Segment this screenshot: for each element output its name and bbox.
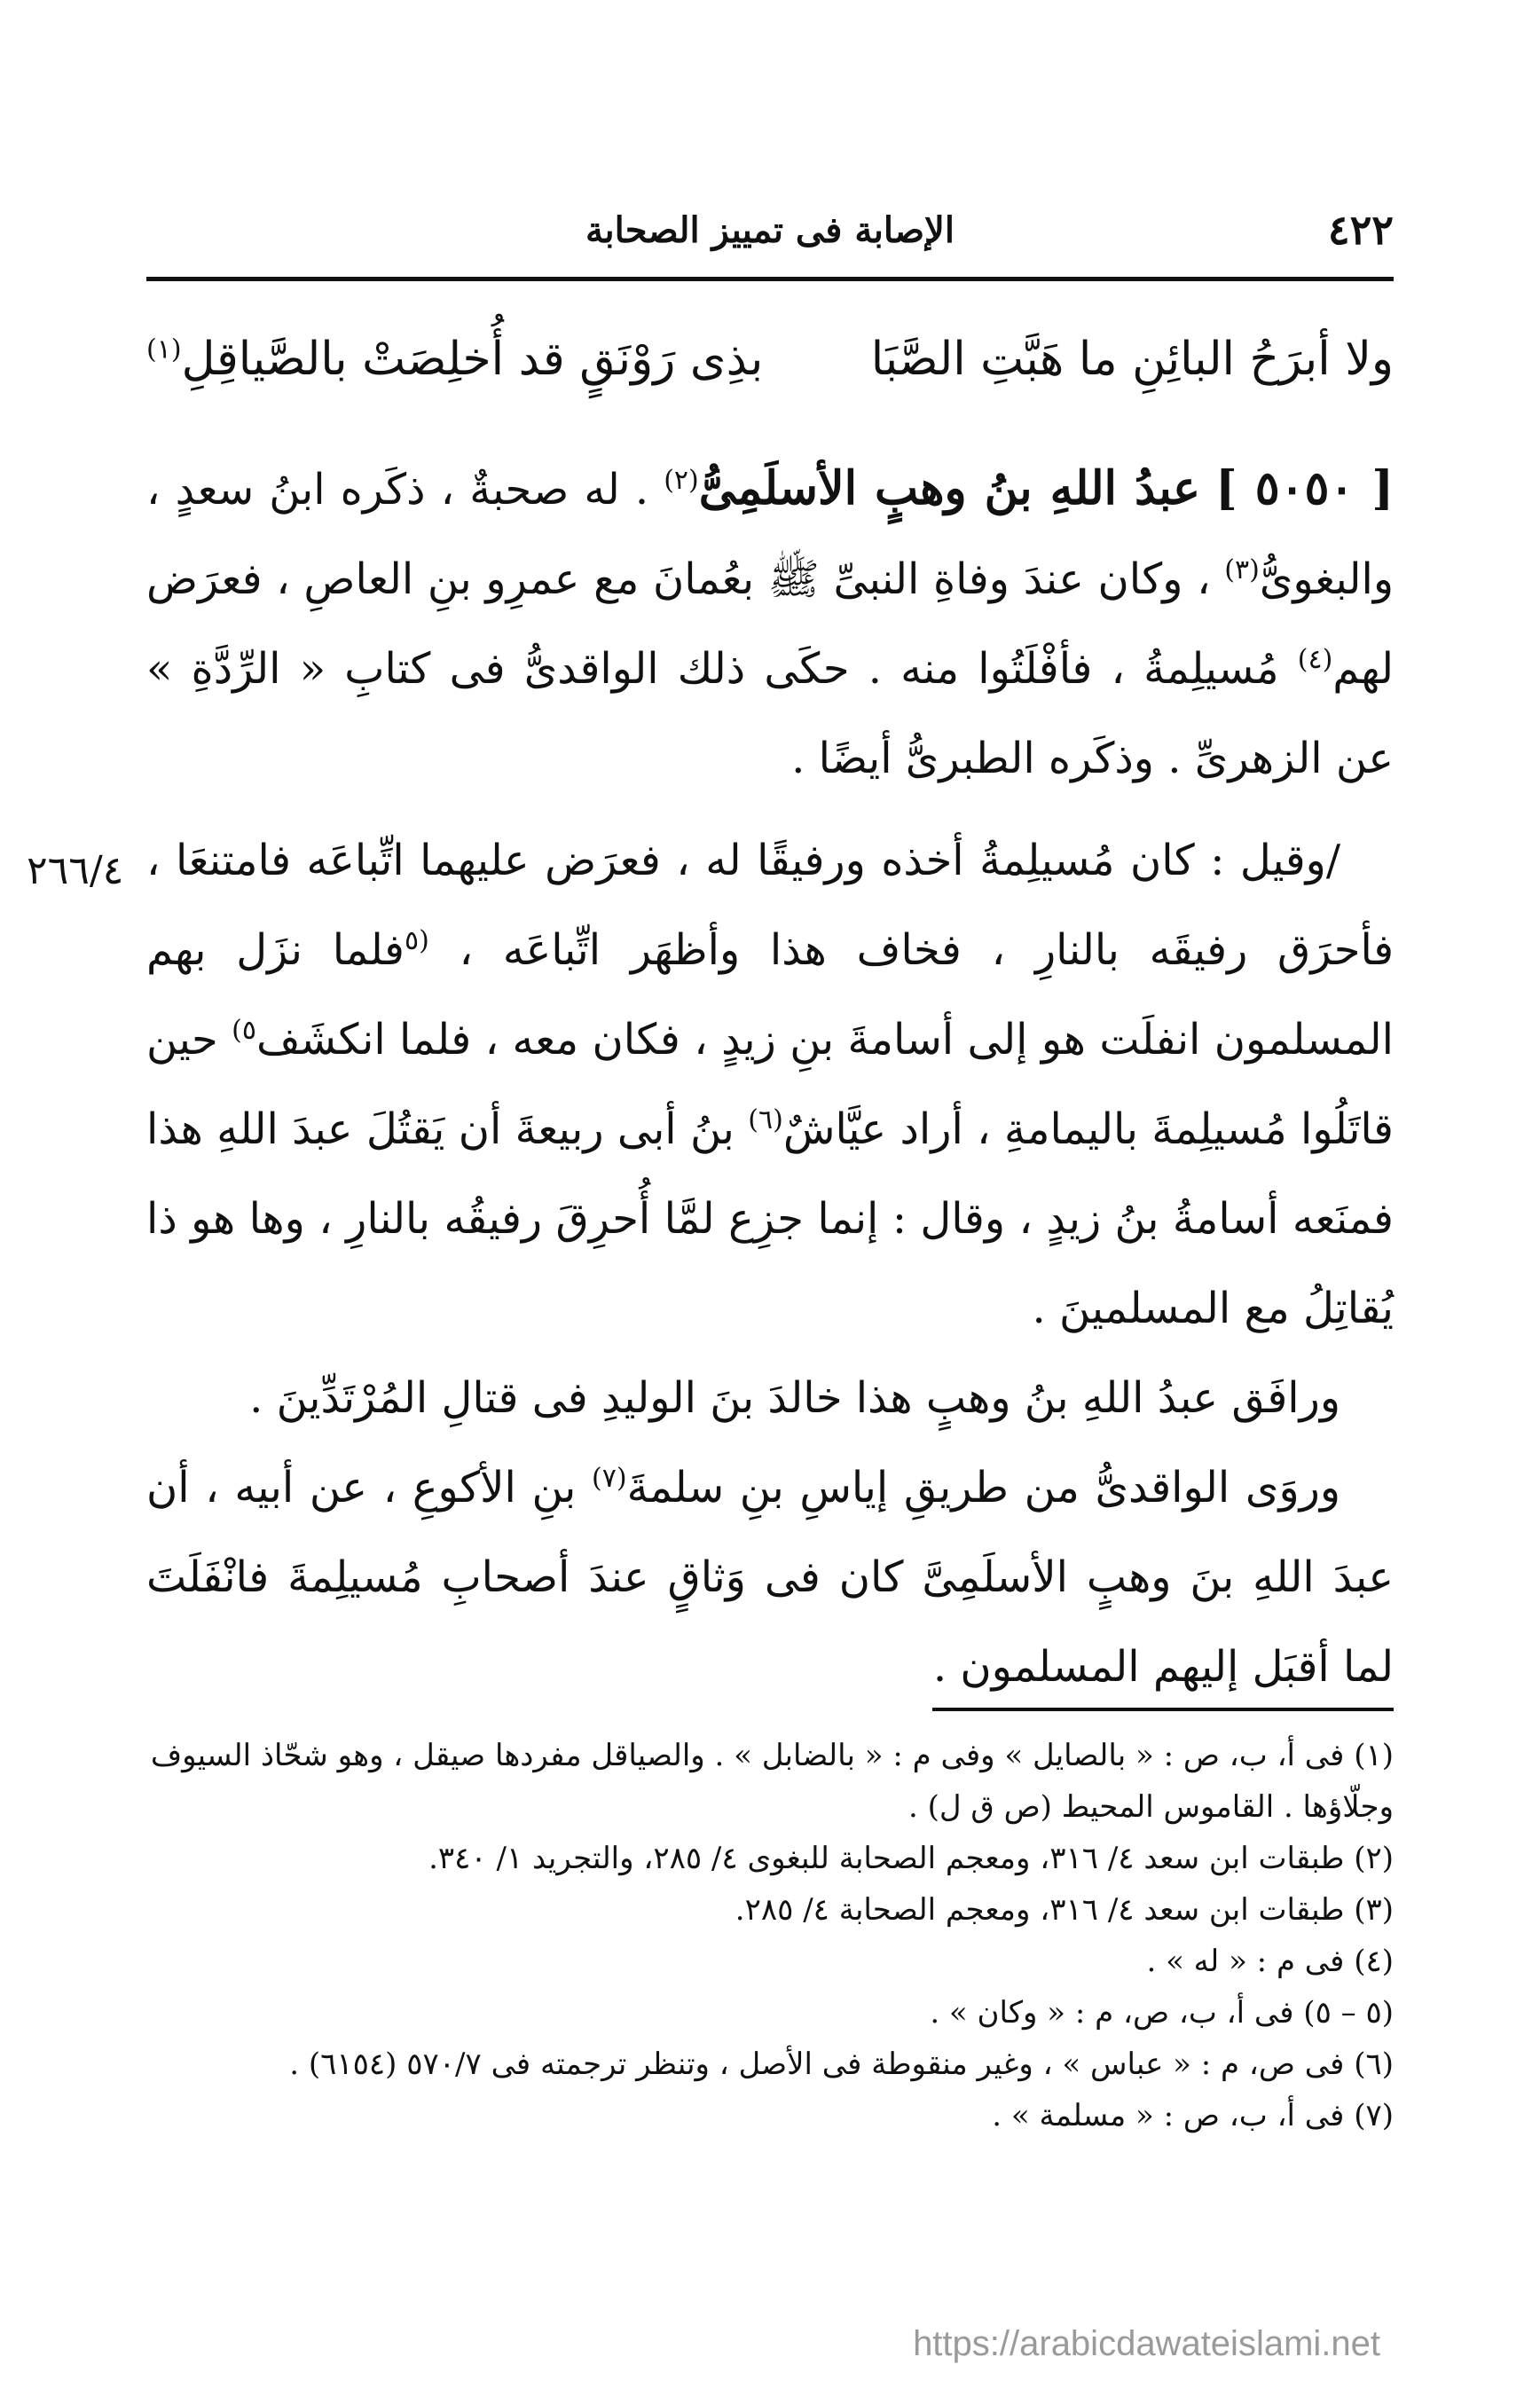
paragraph-text: ورافَق عبدُ اللهِ بنُ وهبٍ هذا خالدَ بنَ الوليدِ فى قتالِ المُرْتَدِّينَ .	[249, 1373, 1340, 1423]
main-text	[146, 444, 1394, 1712]
footnote-ref: (٤)	[1297, 644, 1333, 675]
footnote: (٧) فى أ، ب، ص : « مسلمة » .	[992, 2098, 1394, 2133]
footnotes	[146, 1730, 1394, 2141]
body-paragraph	[146, 1443, 1394, 1712]
paragraph-text: /وقيل : كان مُسيلِمةُ أخذه ورفيقًا له ، فعرَض عليهما اتِّباعَه فامتنعَا ، فأحرَق رفيقَه بالنارِ ، فخاف هذا وأظهَر اتِّباعَه ،	[146, 836, 1395, 975]
paragraph-text: حين قاتَلُوا مُسيلِمةَ باليمامةِ ، أراد عيَّاشٌ	[146, 1015, 1394, 1154]
page-number: ٤٢٢	[1327, 206, 1394, 254]
body-paragraph	[146, 1354, 1394, 1443]
entry-text: مُسيلِمةُ ، فأفْلَتُوا منه . حكَى ذلك الواقدىُّ فى كتابِ « الرِّدَّةِ » عن الزهرىِّ . وذكَره الطبرىُّ أيضًا .	[146, 644, 1394, 783]
footnote-ref: ٥)	[232, 1015, 256, 1046]
paragraph-text: فلما نزَل بهم المسلمون انفلَت هو إلى أسامةَ بنِ زيدٍ ، فكان معه ، فلما انكشَف	[146, 925, 1394, 1065]
paragraph-text: بنُ أبى ربيعةَ أن يَقتُلَ عبدَ اللهِ هذا فمنَعه أسامةُ بنُ زيدٍ ، وقال : إنما جزِع لمَّا أُحرِقَ رفيقُه بالنارِ ، وها هو ذا يُقاتِلُ مع المسلمينَ .	[146, 1104, 1394, 1333]
poetry-verse	[146, 333, 1394, 421]
paragraph-text: بنِ الأكوعِ ، عن أبيه ، أن عبدَ اللهِ بنَ وهبٍ الأسلَمِىَّ كان فى وَثاقٍ عندَ أصحابِ مُسيلِمةَ فانْفَلَتَ لما أقبَل إليهم المسلمون .	[146, 1463, 1394, 1692]
watermark-url: https://arabicdawateislami.net	[913, 2324, 1380, 2363]
footnote: (١) فى أ، ب، ص : « بالصايل » وفى م : « بالضابل » . والصياقل مفردها صيقل ، وهو شحّاذ السيوف وجلّاؤها . القاموس المحيط (ص ق ل) .	[150, 1738, 1394, 1825]
verse-first-hemistich: ولا أبرَحُ البائِنِ ما هَبَّتِ الصَّبَا	[870, 333, 1394, 386]
entry-number: [ ٥٠٥٠ ]	[1215, 461, 1394, 515]
body-paragraph	[146, 816, 1394, 1354]
footnote-rule	[932, 1708, 1394, 1711]
entry-text: . له صحبةٌ ، ذكَره ابنُ سعدٍ ، والبغوىُّ	[146, 465, 1394, 604]
running-title: الإصابة فى تمييز الصحابة	[585, 209, 955, 251]
header-rule	[146, 277, 1394, 281]
entry-paragraph	[146, 444, 1394, 804]
entry-name: عبدُ اللهِ بنُ وهبٍ الأسلَمِىُّ	[698, 461, 1200, 515]
footnote: (٢) طبقات ابن سعد ٤/ ٣١٦، ومعجم الصحابة للبغوى ٤/ ٢٨٥، والتجريد ١/ ٣٤٠.	[428, 1841, 1394, 1876]
margin-page-marker: ٢٦٦/٤	[27, 848, 124, 893]
verse-second-hemistich	[146, 333, 763, 386]
footnote-ref: (٢)	[664, 465, 699, 496]
footnote-ref: (٦)	[748, 1104, 783, 1135]
footnote: (٣) طبقات ابن سعد ٤/ ٣١٦، ومعجم الصحابة ٤/ ٢٨٥.	[735, 1892, 1394, 1928]
entry-text: ، وكان عندَ وفاةِ النبىِّ ﷺ بعُمانَ مع عمرِو بنِ العاصِ ، فعرَض لهم	[146, 554, 1394, 694]
footnote: (٥ – ٥) فى أ، ب، ص، م : « وكان » .	[930, 1995, 1394, 2031]
footnote-ref: (١)	[146, 334, 182, 365]
verse-second-hemistich-text: بذِى رَوْنَقٍ قد أُخلِصَتْ بالصَّياقِلِ	[181, 333, 764, 386]
footnote: (٤) فى م : « له » .	[1146, 1944, 1394, 1979]
paragraph-text: وروَى الواقدىُّ من طريقِ إياسِ بنِ سلمةَ	[626, 1463, 1341, 1512]
footnote: (٦) فى ص، م : « عباس » ، وغير منقوطة فى الأصل ، وتنظر ترجمته فى ٥٧٠/٧ (٦١٥٤) .	[289, 2047, 1394, 2082]
footnote-ref: (٥	[404, 925, 429, 956]
page-header	[146, 206, 1394, 268]
footnote-ref: (٧)	[592, 1463, 627, 1494]
footnote-ref: (٣)	[1224, 554, 1260, 585]
